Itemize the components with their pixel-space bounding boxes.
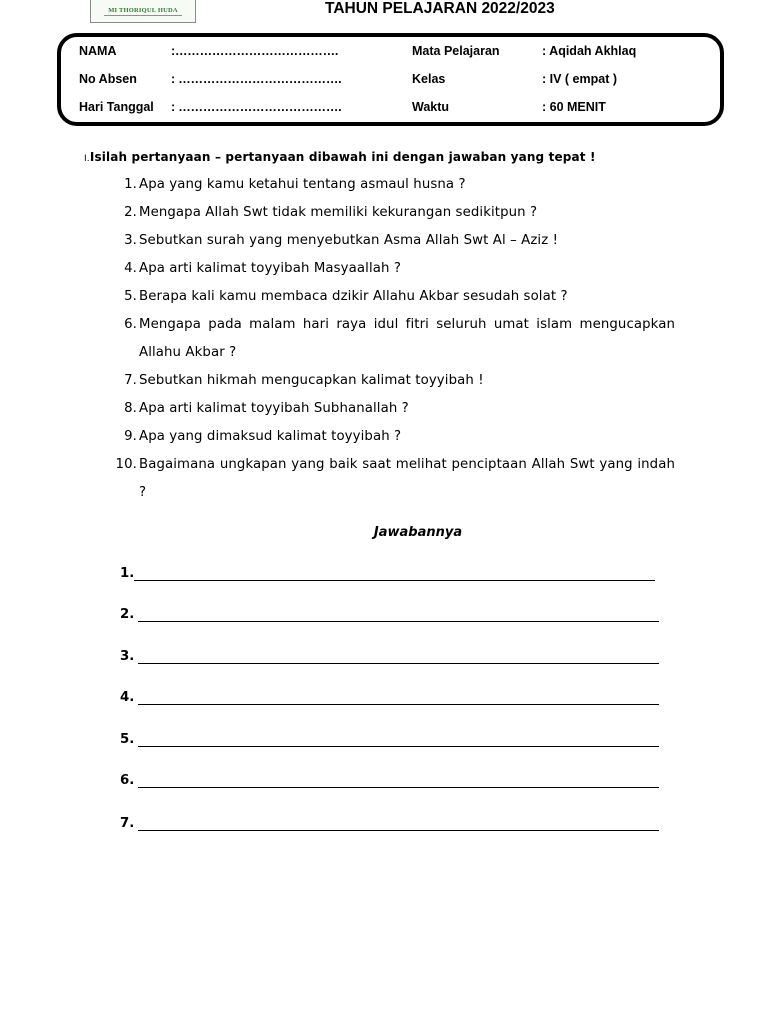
time-label: Waktu	[412, 100, 450, 114]
absen-field[interactable]: : ………………………………….	[171, 72, 342, 86]
academic-year-title: TAHUN PELAJARAN 2022/2023	[325, 0, 555, 17]
section-instruction	[84, 150, 684, 164]
question-number: 7.	[124, 373, 137, 388]
question-number: 10.	[115, 457, 137, 472]
answer-blank[interactable]	[138, 830, 659, 831]
school-logo	[90, 0, 196, 23]
answer-number: 4.	[120, 690, 135, 705]
question-item	[115, 199, 675, 227]
subject-value: : Aqidah Akhlaq	[542, 44, 637, 58]
answer-number: 3.	[120, 649, 135, 664]
question-text: Apa arti kalimat toyyibah Masyaallah ?	[139, 261, 401, 276]
answer-number: 7.	[120, 816, 135, 831]
question-item	[115, 423, 675, 451]
question-item	[115, 283, 675, 311]
instruction-text: Isilah pertanyaan – pertanyaan dibawah ini dengan jawaban yang tepat !	[89, 150, 596, 164]
question-text: Sebutkan hikmah mengucapkan kalimat toyyibah !	[139, 373, 484, 388]
question-item	[115, 171, 675, 199]
absen-label: No Absen	[79, 72, 137, 86]
question-text: Sebutkan surah yang menyebutkan Asma Allah Swt Al – Aziz !	[139, 233, 559, 248]
question-number: 1.	[124, 177, 137, 192]
question-text: Berapa kali kamu membaca dzikir Allahu Akbar sesudah solat ?	[139, 289, 568, 304]
question-number: 2.	[124, 205, 137, 220]
answer-blank[interactable]	[138, 704, 659, 705]
question-number: 8.	[124, 401, 137, 416]
date-label: Hari Tanggal	[79, 100, 154, 114]
question-number: 9.	[124, 429, 137, 444]
question-text: Apa yang dimaksud kalimat toyyibah ?	[139, 429, 402, 444]
answer-blank[interactable]	[138, 746, 659, 747]
student-info-box	[57, 33, 724, 126]
question-text: Mengapa pada malam hari raya idul fitri seluruh umat islam mengucapkan Allahu Akbar ?	[139, 317, 675, 360]
question-text: Apa arti kalimat toyyibah Subhanallah ?	[139, 401, 409, 416]
question-number: 6.	[124, 317, 137, 332]
nama-label: NAMA	[79, 44, 117, 58]
date-field[interactable]: : ………………………………….	[171, 100, 342, 114]
question-text: Bagaimana ungkapan yang baik saat melihat penciptaan Allah Swt yang indah ?	[139, 457, 675, 500]
answer-number: 5.	[120, 732, 135, 747]
logo-text: MI THORIQUL HUDA	[104, 6, 182, 16]
answer-blank[interactable]	[138, 663, 659, 664]
answer-blank[interactable]	[134, 580, 655, 581]
nama-field[interactable]: :………………………………….	[171, 44, 339, 58]
question-text: Mengapa Allah Swt tidak memiliki kekurangan sedikitpun ?	[139, 205, 538, 220]
answer-number: 6.	[120, 773, 135, 788]
subject-label: Mata Pelajaran	[412, 44, 500, 58]
time-value: : 60 MENIT	[542, 100, 606, 114]
question-item	[115, 451, 675, 507]
class-value: : IV ( empat )	[542, 72, 618, 86]
answers-heading: Jawabannya	[373, 525, 463, 540]
question-item	[115, 395, 675, 423]
question-number: 5.	[124, 289, 137, 304]
question-item	[115, 255, 675, 283]
question-number: 3.	[124, 233, 137, 248]
answer-number: 2.	[120, 607, 135, 622]
answer-number: 1.	[120, 566, 135, 581]
section-number: I.	[84, 154, 90, 164]
question-text: Apa yang kamu ketahui tentang asmaul husna ?	[139, 177, 466, 192]
question-item	[115, 311, 675, 367]
question-item	[115, 367, 675, 395]
answer-blank[interactable]	[138, 621, 659, 622]
question-number: 4.	[124, 261, 137, 276]
class-label: Kelas	[412, 72, 446, 86]
question-item	[115, 227, 675, 255]
answer-blank[interactable]	[138, 787, 659, 788]
